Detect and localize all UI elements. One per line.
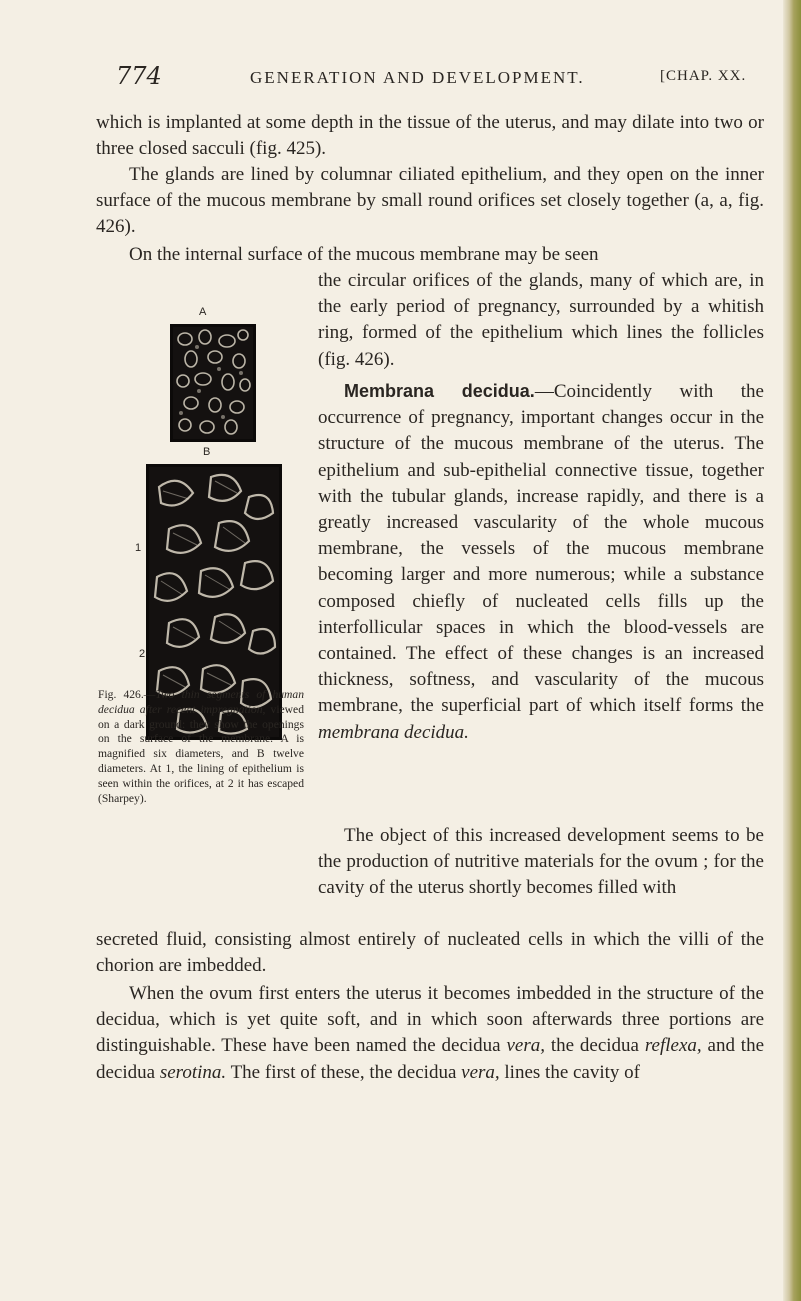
paragraph-5: The object of this increased development seems to be the production of nutritive materials for the ovum ; for the cavity of the uterus shortly becomes filled with <box>318 825 764 899</box>
figure-label-a: A <box>199 306 207 318</box>
chapter-label: [CHAP. XX. <box>660 68 747 84</box>
running-title: GENERATION AND DEVELOPMENT. <box>250 68 585 87</box>
term-membrana-decidua: Membrana decidua. <box>344 381 535 401</box>
page-number: 774 <box>116 62 162 90</box>
figure-label-b: B <box>203 446 211 458</box>
paragraph-2: The glands are lined by columnar ciliated epithelium, and they open on the inner surface of the mucous membrane by small round orifices set closely together (a, a, fig. 426). <box>96 164 764 238</box>
decidua-segment-a-illustration <box>173 327 253 439</box>
paragraph-1: which is implanted at some depth in the tissue of the uterus, and may dilate into two or three closed sacculi (fig. 425). <box>96 112 764 160</box>
caption-body: viewed on a dark ground: they show the openings on the surface of the membrane. A is magnified six diameters, and B twelve diameters. At 1, the lining of epithelium is seen within the orifices, at 2 it has escaped (Sharpey). <box>98 702 304 805</box>
caption-title: Two thin segments of human decidua after recent impregnation, <box>98 688 304 716</box>
caption-prefix: Fig. 426.— <box>98 688 156 701</box>
paragraph-4: Membrana decidua.—Coincidently with the occurrence of pregnancy, important changes occur in the structure of the mucous membrane of the uterus. The epithelium and sub-epithelial connective tissue, together with the tubular glands, increase rapidly, and there is a greatly increased vascularity of the whole mucous membrane, the vessels of the mucous membrane becoming larger and more numerous; while a substance composed chiefly of nucleated cells fills up the interfollicular spaces in which the blood-vessels are contained. The effect of these changes is an increased thickness, softness, and vascularity of the mucous membrane, the superficial part of which itself forms the membrana decidua. <box>318 381 764 743</box>
paragraph-5-cont: secreted fluid, consisting almost entirely of nucleated cells in which the villi of the chorion are imbedded. <box>96 929 764 977</box>
page-header <box>0 62 801 98</box>
italic-membrana-decidua: membrana decidua. <box>318 721 469 743</box>
paragraph-3-cont: the circular orifices of the glands, many of which are, in the early period of pregnancy, surrounded by a whitish ring, formed of the epithelium which lines the follicles (fig. 426). <box>318 270 764 370</box>
figure-label-1: 1 <box>135 542 142 554</box>
page-edge <box>783 0 801 1301</box>
figure-caption <box>98 688 304 806</box>
figure-label-2: 2 <box>139 648 146 660</box>
paragraph-6: When the ovum first enters the uterus it becomes imbedded in the structure of the decidua, which is yet quite soft, and in which soon afterwards three portions are distinguishable. These have been named the decidua vera, the decidua reflexa, and the decidua serotina. The first of these, the decidua vera, lines the cavity of <box>96 983 765 1083</box>
figure-a-image <box>170 324 256 442</box>
paragraph-3-start: On the internal surface of the mucous membrane may be seen <box>129 244 599 265</box>
